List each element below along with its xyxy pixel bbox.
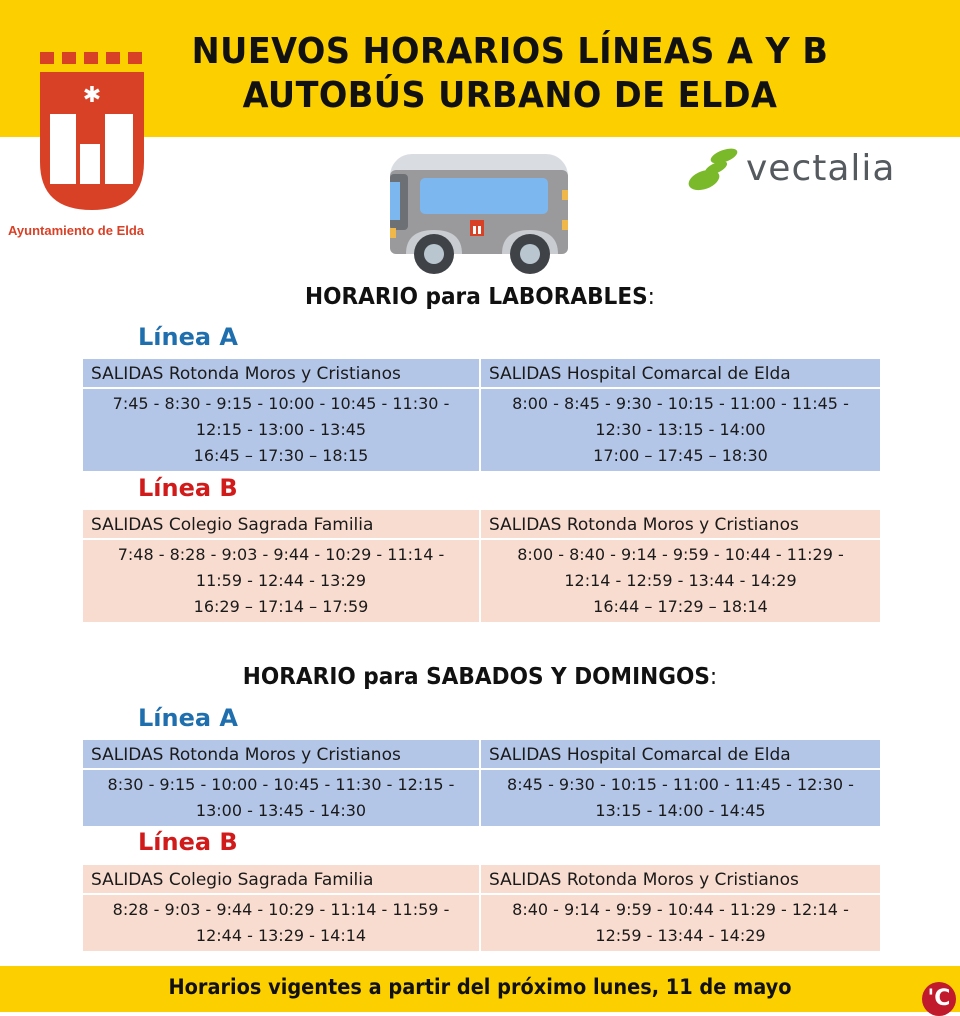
weekday-schedule-title: HORARIO para LABORABLES: [305,284,655,310]
weekend-schedule-title: HORARIO para SABADOS Y DOMINGOS: [242,664,718,690]
title-line-2: AUTOBÚS URBANO DE ELDA [242,75,778,116]
weekday-line-b-table [83,510,880,622]
departure-times: 7:45 - 8:30 - 9:15 - 10:00 - 10:45 - 11:30 - 12:15 - 13:00 - 13:45 16:45 – 17:30 – 18:15 [83,389,481,471]
weekday-line-a-table [83,359,880,471]
vectalia-logo [688,143,933,195]
weekend-line-b-label: Línea B [138,828,238,856]
weekend-line-b-table [83,865,880,951]
departure-times: 8:30 - 9:15 - 10:00 - 10:45 - 11:30 - 12:15 - 13:00 - 13:45 - 14:30 [83,770,481,826]
column-header: SALIDAS Rotonda Moros y Cristianos [83,359,481,389]
departure-times: 8:00 - 8:45 - 9:30 - 10:15 - 11:00 - 11:45 - 12:30 - 13:15 - 14:00 17:00 – 17:45 – 18:30 [481,389,880,471]
column-header: SALIDAS Colegio Sagrada Familia [83,510,481,540]
departure-times: 8:00 - 8:40 - 9:14 - 9:59 - 10:44 - 11:29 - 12:14 - 12:59 - 13:44 - 14:29 16:44 – 17:29 – 18:14 [481,540,880,622]
departure-times: 8:40 - 9:14 - 9:59 - 10:44 - 11:29 - 12:14 - 12:59 - 13:44 - 14:29 [481,895,880,951]
column-header: SALIDAS Hospital Comarcal de Elda [481,359,880,389]
title-line-1: NUEVOS HORARIOS LÍNEAS A Y B [191,31,829,72]
column-header: SALIDAS Rotonda Moros y Cristianos [481,865,880,895]
departure-times: 7:48 - 8:28 - 9:03 - 9:44 - 10:29 - 11:14 - 11:59 - 12:44 - 13:29 16:29 – 17:14 – 17:59 [83,540,481,622]
weekday-line-a-label: Línea A [138,323,239,351]
crest-caption: Ayuntamiento de Elda [8,223,145,238]
weekend-line-a-table [83,740,880,826]
page-title [175,30,845,118]
column-header: SALIDAS Rotonda Moros y Cristianos [83,740,481,770]
weekend-line-a-label: Línea A [138,704,239,732]
bus-icon [386,150,572,280]
ayuntamiento-crest-icon [38,52,146,212]
vectalia-wordmark: vectalia [746,148,896,189]
weekday-line-b-label: Línea B [138,474,238,502]
svg-text:✱: ✱ [82,83,102,108]
column-header: SALIDAS Hospital Comarcal de Elda [481,740,880,770]
column-header: SALIDAS Rotonda Moros y Cristianos [481,510,880,540]
departure-times: 8:45 - 9:30 - 10:15 - 11:00 - 11:45 - 12:30 - 13:15 - 14:00 - 14:45 [481,770,880,826]
departure-times: 8:28 - 9:03 - 9:44 - 10:29 - 11:14 - 11:59 - 12:44 - 13:29 - 14:14 [83,895,481,951]
column-header: SALIDAS Colegio Sagrada Familia [83,865,481,895]
publisher-logo-icon: 'C [922,982,956,1016]
vectalia-leaf-icon [688,146,740,192]
footer-notice: Horarios vigentes a partir del próximo lunes, 11 de mayo [168,975,792,999]
